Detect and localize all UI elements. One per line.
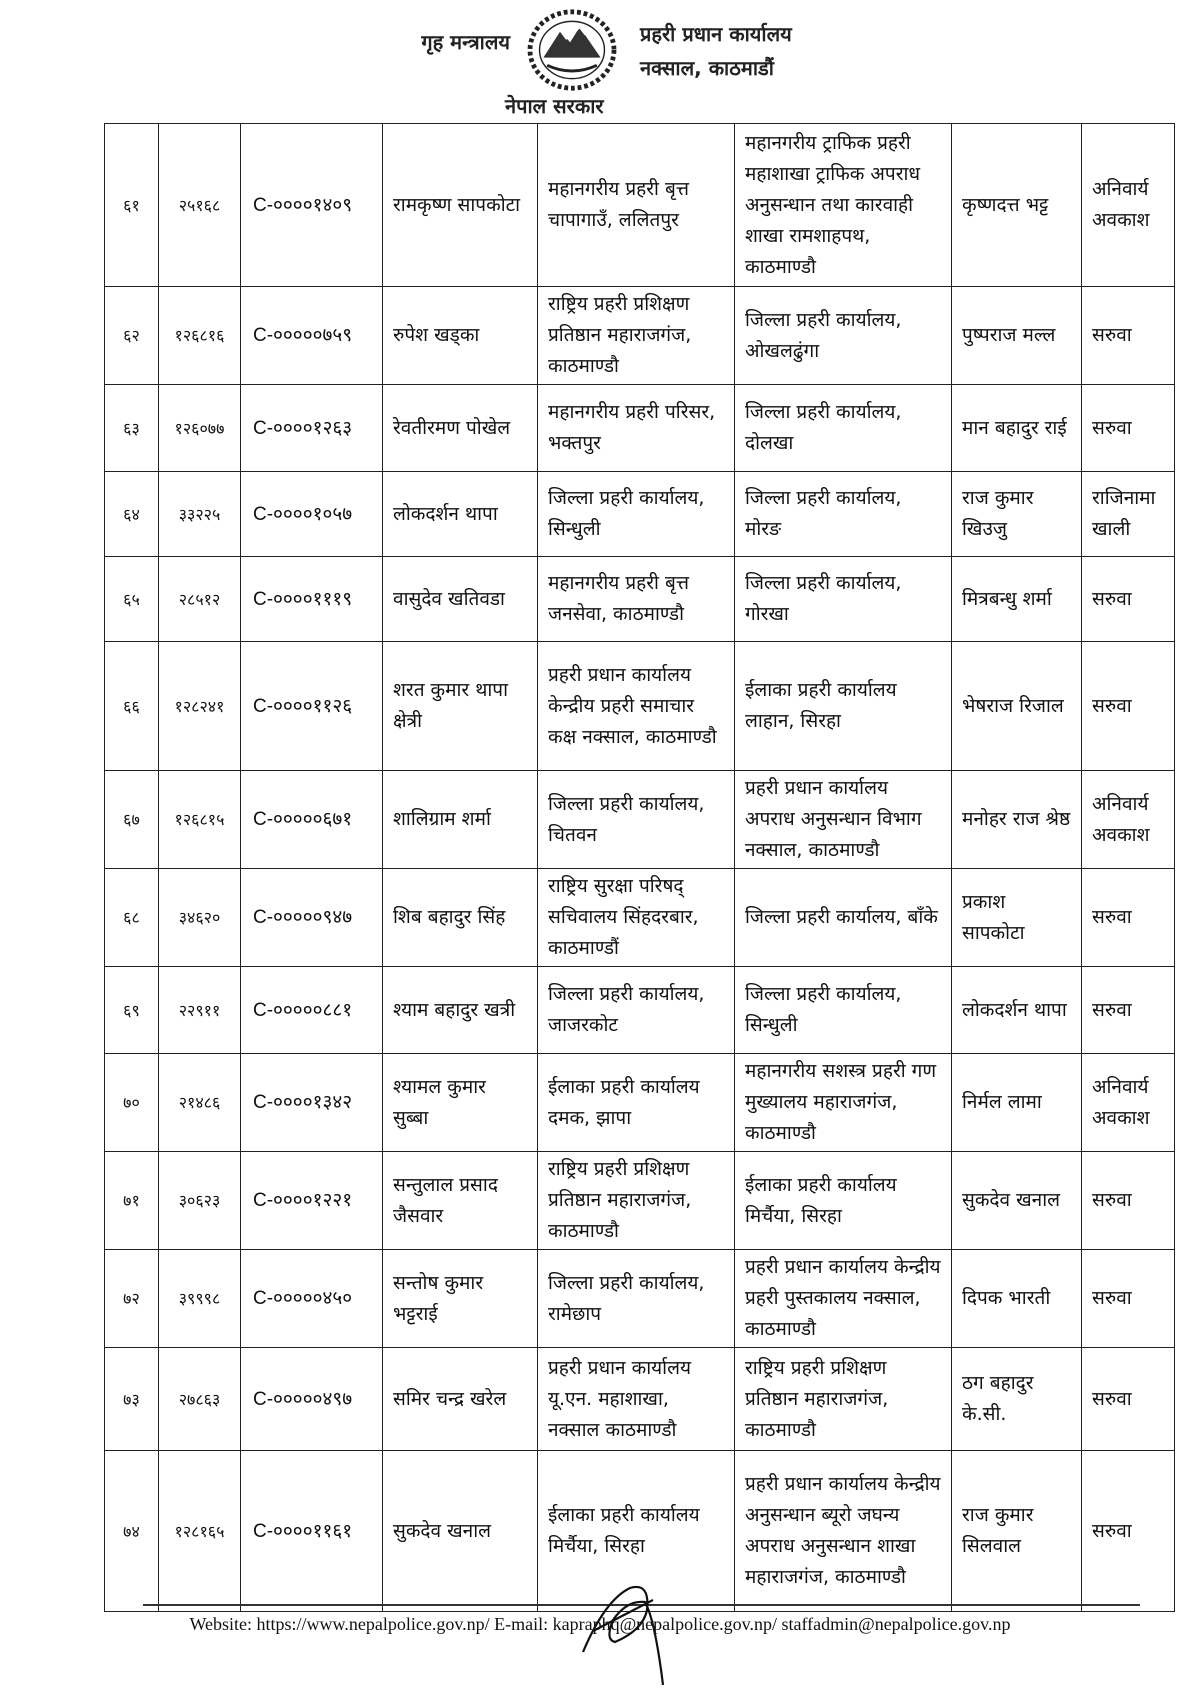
footer-contact: Website: https://www.nepalpolice.gov.np/ E-mail: kapraphq@nepalpolice.gov.np/ staffadmin@nepalpolice.gov.np [189,1614,1011,1634]
replacement-name-cell: पुष्पराज मल्ल [952,287,1082,385]
transfer-office-cell: राष्ट्रिय प्रहरी प्रशिक्षण प्रतिष्ठान महाराजगंज, काठमाण्डौ [735,1348,952,1451]
police-number-cell: १२६८१६ [159,287,241,385]
employee-name-cell: सन्तोष कुमार भट्टराई [383,1250,538,1348]
employee-code-cell: C-००००१२६३ [241,385,383,472]
serial-number-cell: ६८ [105,869,159,967]
transfer-office-cell: जिल्ला प्रहरी कार्यालय, ओखलढुंगा [735,287,952,385]
police-number-cell: २५१६८ [159,124,241,287]
transfer-office-cell: ईलाका प्रहरी कार्यालय मिर्चैया, सिरहा [735,1152,952,1250]
serial-number-cell: ७४ [105,1451,159,1612]
employee-name-cell: रेवतीरमण पोखेल [383,385,538,472]
current-office-cell: महानगरीय प्रहरी परिसर, भक्तपुर [538,385,735,472]
replacement-name-cell: राज कुमार सिलवाल [952,1451,1082,1612]
replacement-name-cell: मान बहादुर राई [952,385,1082,472]
stamp-text-government: नेपाल सरकार [505,94,604,118]
transfer-office-cell: जिल्ला प्रहरी कार्यालय, गोरखा [735,557,952,642]
serial-number-cell: ६५ [105,557,159,642]
remark-cell: अनिवार्य अवकाश [1082,124,1175,287]
current-office-cell: जिल्ला प्रहरी कार्यालय, जाजरकोट [538,967,735,1054]
police-number-cell: ३९९९८ [159,1250,241,1348]
employee-code-cell: C-०००००९४७ [241,869,383,967]
table-row [105,967,1175,1054]
current-office-cell: जिल्ला प्रहरी कार्यालय, रामेछाप [538,1250,735,1348]
employee-code-cell: C-०००००४९७ [241,1348,383,1451]
replacement-name-cell: भेषराज रिजाल [952,642,1082,771]
stamp-text-ministry: गृह मन्त्रालय [421,30,510,54]
serial-number-cell: ७१ [105,1152,159,1250]
transfer-office-cell: महानगरीय सशस्त्र प्रहरी गण मुख्यालय महाराजगंज, काठमाण्डौ [735,1054,952,1152]
replacement-name-cell: ठग बहादुर के.सी. [952,1348,1082,1451]
replacement-name-cell: कृष्णदत्त भट्ट [952,124,1082,287]
police-number-cell: २८५१२ [159,557,241,642]
remark-cell: सरुवा [1082,557,1175,642]
current-office-cell: ईलाका प्रहरी कार्यालय मिर्चैया, सिरहा [538,1451,735,1612]
table-row [105,124,1175,287]
employee-code-cell: C-००००१११९ [241,557,383,642]
police-number-cell: ३३२२५ [159,472,241,557]
employee-name-cell: श्याम बहादुर खत्री [383,967,538,1054]
table-row [105,1348,1175,1451]
serial-number-cell: ७० [105,1054,159,1152]
employee-name-cell: शिब बहादुर सिंह [383,869,538,967]
employee-code-cell: C-००००११६१ [241,1451,383,1612]
employee-name-cell: रामकृष्ण सापकोटा [383,124,538,287]
remark-cell: अनिवार्य अवकाश [1082,771,1175,869]
current-office-cell: राष्ट्रिय सुरक्षा परिषद् सचिवालय सिंहदरबार, काठमाण्डौं [538,869,735,967]
remark-cell: सरुवा [1082,1152,1175,1250]
serial-number-cell: ७३ [105,1348,159,1451]
transfer-office-cell: जिल्ला प्रहरी कार्यालय, मोरङ [735,472,952,557]
employee-name-cell: समिर चन्द्र खरेल [383,1348,538,1451]
remark-cell: सरुवा [1082,869,1175,967]
current-office-cell: महानगरीय प्रहरी बृत्त जनसेवा, काठमाण्डौ [538,557,735,642]
current-office-cell: जिल्ला प्रहरी कार्यालय, सिन्धुली [538,472,735,557]
serial-number-cell: ७२ [105,1250,159,1348]
table-row [105,1250,1175,1348]
transfer-office-cell: प्रहरी प्रधान कार्यालय अपराध अनुसन्धान विभाग नक्साल, काठमाण्डौ [735,771,952,869]
table-row [105,557,1175,642]
employee-name-cell: सन्तुलाल प्रसाद जैसवार [383,1152,538,1250]
transfer-table [104,123,1175,1612]
table-row [105,869,1175,967]
police-number-cell: २२९११ [159,967,241,1054]
employee-code-cell: C-०००००७५९ [241,287,383,385]
remark-cell: सरुवा [1082,1348,1175,1451]
table-row [105,771,1175,869]
transfer-office-cell: जिल्ला प्रहरी कार्यालय, सिन्धुली [735,967,952,1054]
nepal-government-emblem-icon [520,8,624,92]
employee-code-cell: C-०००००८८१ [241,967,383,1054]
current-office-cell: जिल्ला प्रहरी कार्यालय, चितवन [538,771,735,869]
replacement-name-cell: सुकदेव खनाल [952,1152,1082,1250]
serial-number-cell: ६६ [105,642,159,771]
transfer-office-cell: प्रहरी प्रधान कार्यालय केन्द्रीय प्रहरी पुस्तकालय नक्साल, काठमाण्डौ [735,1250,952,1348]
serial-number-cell: ६९ [105,967,159,1054]
remark-cell: सरुवा [1082,642,1175,771]
employee-code-cell: C-००००१०५७ [241,472,383,557]
replacement-name-cell: राज कुमार खिउजु [952,472,1082,557]
table-row [105,385,1175,472]
replacement-name-cell: प्रकाश सापकोटा [952,869,1082,967]
employee-name-cell: लोकदर्शन थापा [383,472,538,557]
current-office-cell: राष्ट्रिय प्रहरी प्रशिक्षण प्रतिष्ठान महाराजगंज, काठमाण्डौ [538,287,735,385]
employee-code-cell: C-००००१४०९ [241,124,383,287]
replacement-name-cell: मनोहर राज श्रेष्ठ [952,771,1082,869]
remark-cell: राजिनामा खाली [1082,472,1175,557]
remark-cell: अनिवार्य अवकाश [1082,1054,1175,1152]
police-number-cell: १२८१६५ [159,1451,241,1612]
remark-cell: सरुवा [1082,287,1175,385]
current-office-cell: महानगरीय प्रहरी बृत्त चापागाउँ, ललितपुर [538,124,735,287]
remark-cell: सरुवा [1082,967,1175,1054]
police-number-cell: ३०६२३ [159,1152,241,1250]
employee-code-cell: C-००००११२६ [241,642,383,771]
employee-name-cell: रुपेश खड्का [383,287,538,385]
replacement-name-cell: निर्मल लामा [952,1054,1082,1152]
replacement-name-cell: दिपक भारती [952,1250,1082,1348]
table-row [105,1054,1175,1152]
employee-code-cell: C-००००१३४२ [241,1054,383,1152]
serial-number-cell: ६३ [105,385,159,472]
police-number-cell: १२८२४१ [159,642,241,771]
replacement-name-cell: लोकदर्शन थापा [952,967,1082,1054]
remark-cell: सरुवा [1082,1451,1175,1612]
employee-code-cell: C-००००१२२१ [241,1152,383,1250]
transfer-office-cell: प्रहरी प्रधान कार्यालय केन्द्रीय अनुसन्धान ब्यूरो जघन्य अपराध अनुसन्धान शाखा महाराजगंज, काठमाण्डौ [735,1451,952,1612]
employee-code-cell: C-०००००४५० [241,1250,383,1348]
serial-number-cell: ६२ [105,287,159,385]
current-office-cell: ईलाका प्रहरी कार्यालय दमक, झापा [538,1054,735,1152]
employee-name-cell: शरत कुमार थापा क्षेत्री [383,642,538,771]
table-row [105,472,1175,557]
police-number-cell: २१४८६ [159,1054,241,1152]
employee-name-cell: शालिग्राम शर्मा [383,771,538,869]
stamp-text-office: प्रहरी प्रधान कार्यालय [640,22,792,46]
table-row [105,1152,1175,1250]
employee-name-cell: सुकदेव खनाल [383,1451,538,1612]
stamp-text-location: नक्साल, काठमाडौं [640,56,774,80]
transfer-office-cell: ईलाका प्रहरी कार्यालय लाहान, सिरहा [735,642,952,771]
current-office-cell: राष्ट्रिय प्रहरी प्रशिक्षण प्रतिष्ठान महाराजगंज, काठमाण्डौ [538,1152,735,1250]
serial-number-cell: ६७ [105,771,159,869]
police-number-cell: २७८६३ [159,1348,241,1451]
employee-name-cell: श्यामल कुमार सुब्बा [383,1054,538,1152]
table-row [105,642,1175,771]
police-number-cell: १२६०७७ [159,385,241,472]
transfer-office-cell: जिल्ला प्रहरी कार्यालय, बाँके [735,869,952,967]
serial-number-cell: ६१ [105,124,159,287]
remark-cell: सरुवा [1082,1250,1175,1348]
current-office-cell: प्रहरी प्रधान कार्यालय केन्द्रीय प्रहरी समाचार कक्ष नक्साल, काठमाण्डौ [538,642,735,771]
employee-code-cell: C-०००००६७१ [241,771,383,869]
transfer-office-cell: महानगरीय ट्राफिक प्रहरी महाशाखा ट्राफिक अपराध अनुसन्धान तथा कारवाही शाखा रामशाहपथ, काठमाण्डौ [735,124,952,287]
serial-number-cell: ६४ [105,472,159,557]
table-row [105,287,1175,385]
signature-icon [575,1580,685,1690]
transfer-office-cell: जिल्ला प्रहरी कार्यालय, दोलखा [735,385,952,472]
remark-cell: सरुवा [1082,385,1175,472]
current-office-cell: प्रहरी प्रधान कार्यालय यू.एन. महाशाखा, नक्साल काठमाण्डौ [538,1348,735,1451]
police-number-cell: १२६८१५ [159,771,241,869]
employee-name-cell: वासुदेव खतिवडा [383,557,538,642]
police-number-cell: ३४६२० [159,869,241,967]
replacement-name-cell: मित्रबन्धु शर्मा [952,557,1082,642]
